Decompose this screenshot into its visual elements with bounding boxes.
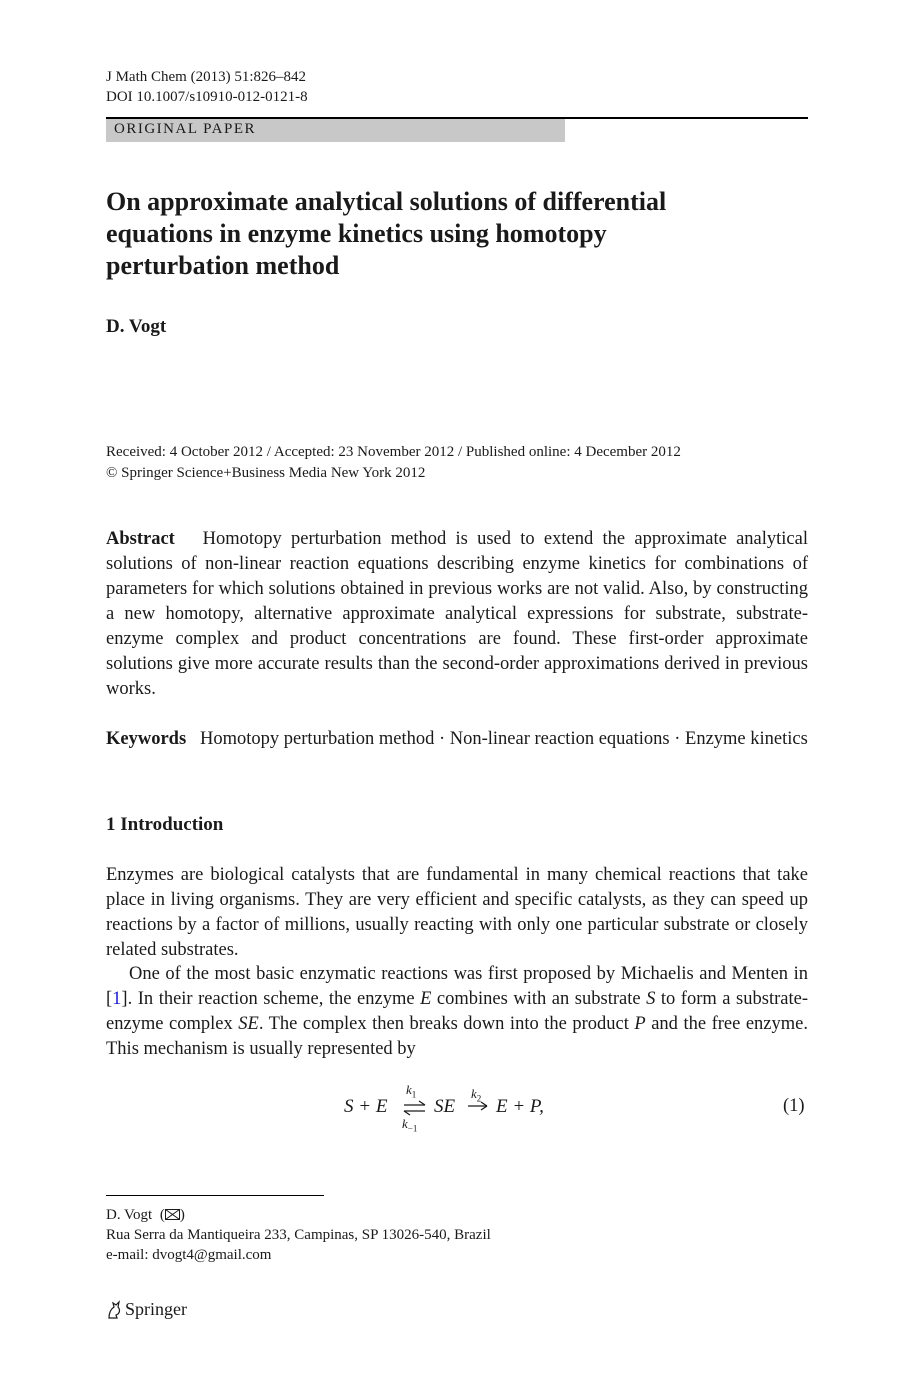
forward-arrow-icon [466, 1100, 490, 1112]
math-symbol: E [420, 989, 432, 1009]
paper-title [106, 186, 746, 282]
text-run: . The complex then breaks down into the product [258, 1014, 635, 1034]
equation-middle: SE [434, 1096, 456, 1117]
math-symbol: S [646, 989, 656, 1009]
envelope-icon [165, 1209, 180, 1220]
footnote [106, 1205, 491, 1265]
title-line-1: On approximate analytical solutions of differential [106, 187, 667, 216]
text-run: to form a substrate-enzyme complex [106, 989, 808, 1034]
text-run: One of the most basic enzymatic reactions was first proposed by Michaelis and Menten in [ [106, 964, 808, 1009]
journal-citation: J Math Chem (2013) 51:826–842 [106, 69, 306, 85]
text-run: combines with an substrate [431, 989, 647, 1009]
rate-k1: $k_1$ [406, 1082, 417, 1100]
footnote-email: e-mail: dvogt4@gmail.com [106, 1247, 272, 1263]
math-symbol: P [634, 1014, 646, 1034]
keywords [106, 727, 808, 752]
springer-horse-icon [106, 1300, 122, 1320]
title-line-3: perturbation method [106, 251, 340, 280]
keywords-label: Keywords [106, 729, 187, 749]
keywords-text: Homotopy perturbation method · Non-linear reaction equations · Enzyme kinetics [200, 729, 808, 749]
article-type: ORIGINAL PAPER [114, 121, 256, 137]
journal-info [106, 67, 308, 107]
publisher-logo [106, 1299, 187, 1320]
equation-right: E + P, [496, 1096, 544, 1117]
title-line-2: equations in enzyme kinetics using homotopy [106, 219, 607, 248]
section-heading: 1 Introduction [106, 814, 224, 835]
copyright-line: © Springer Science+Business Media New York 2012 [106, 465, 426, 481]
footnote-address: Rua Serra da Mantiqueira 233, Campinas, SP 13026-540, Brazil [106, 1227, 491, 1243]
abstract-label: Abstract [106, 529, 175, 549]
equation-number: (1) [783, 1096, 805, 1116]
intro-paragraph-2 [106, 962, 808, 1062]
citation-link[interactable]: 1 [112, 989, 122, 1009]
rate-k2: $k_2$ [471, 1086, 482, 1104]
footnote-author-line: D. Vogt ( ) [106, 1207, 185, 1223]
intro-paragraph-1: Enzymes are biological catalysts that are fundamental in many chemical reactions that take place in living organisms. They are very efficient and specific catalysts, as they can speed up reactions by a factor of millions, usually reacting with only one particular substrate or closely related substrates. [106, 865, 808, 960]
author-name: D. Vogt [106, 316, 167, 337]
abstract [106, 527, 808, 702]
equation-1 [340, 1082, 640, 1138]
equation-left: S + E [344, 1096, 388, 1117]
doi: DOI 10.1007/s10910-012-0121-8 [106, 89, 308, 105]
footnote-author: D. Vogt [106, 1207, 153, 1223]
publication-dates [106, 442, 681, 484]
equilibrium-arrow-icon [402, 1100, 428, 1116]
abstract-text: Homotopy perturbation method is used to extend the approximate analytical solutions of non-linear reaction equations describing enzyme kinetics for combinations of parameters for which solutions obtained in previous works are not valid. Also, by constructing a new homotopy, alternative approximate analytical expressions for substrate, substrate-enzyme complex and product concentrations are found. These first-order approximate solutions give more accurate results than the second-order approximations derived in previous works. [106, 529, 808, 699]
article-type-bar [106, 119, 565, 142]
dates-line: Received: 4 October 2012 / Accepted: 23 November 2012 / Published online: 4 December 2012 [106, 444, 681, 460]
math-symbol: SE [238, 1014, 259, 1034]
rate-k-minus-1: $k_{-1}$ [402, 1116, 418, 1134]
text-run: and the free enzyme. This mechanism is usually represented by [106, 1014, 808, 1059]
publisher-name: Springer [125, 1299, 187, 1319]
text-run: ]. In their reaction scheme, the enzyme [121, 989, 421, 1009]
footnote-rule [106, 1195, 324, 1196]
